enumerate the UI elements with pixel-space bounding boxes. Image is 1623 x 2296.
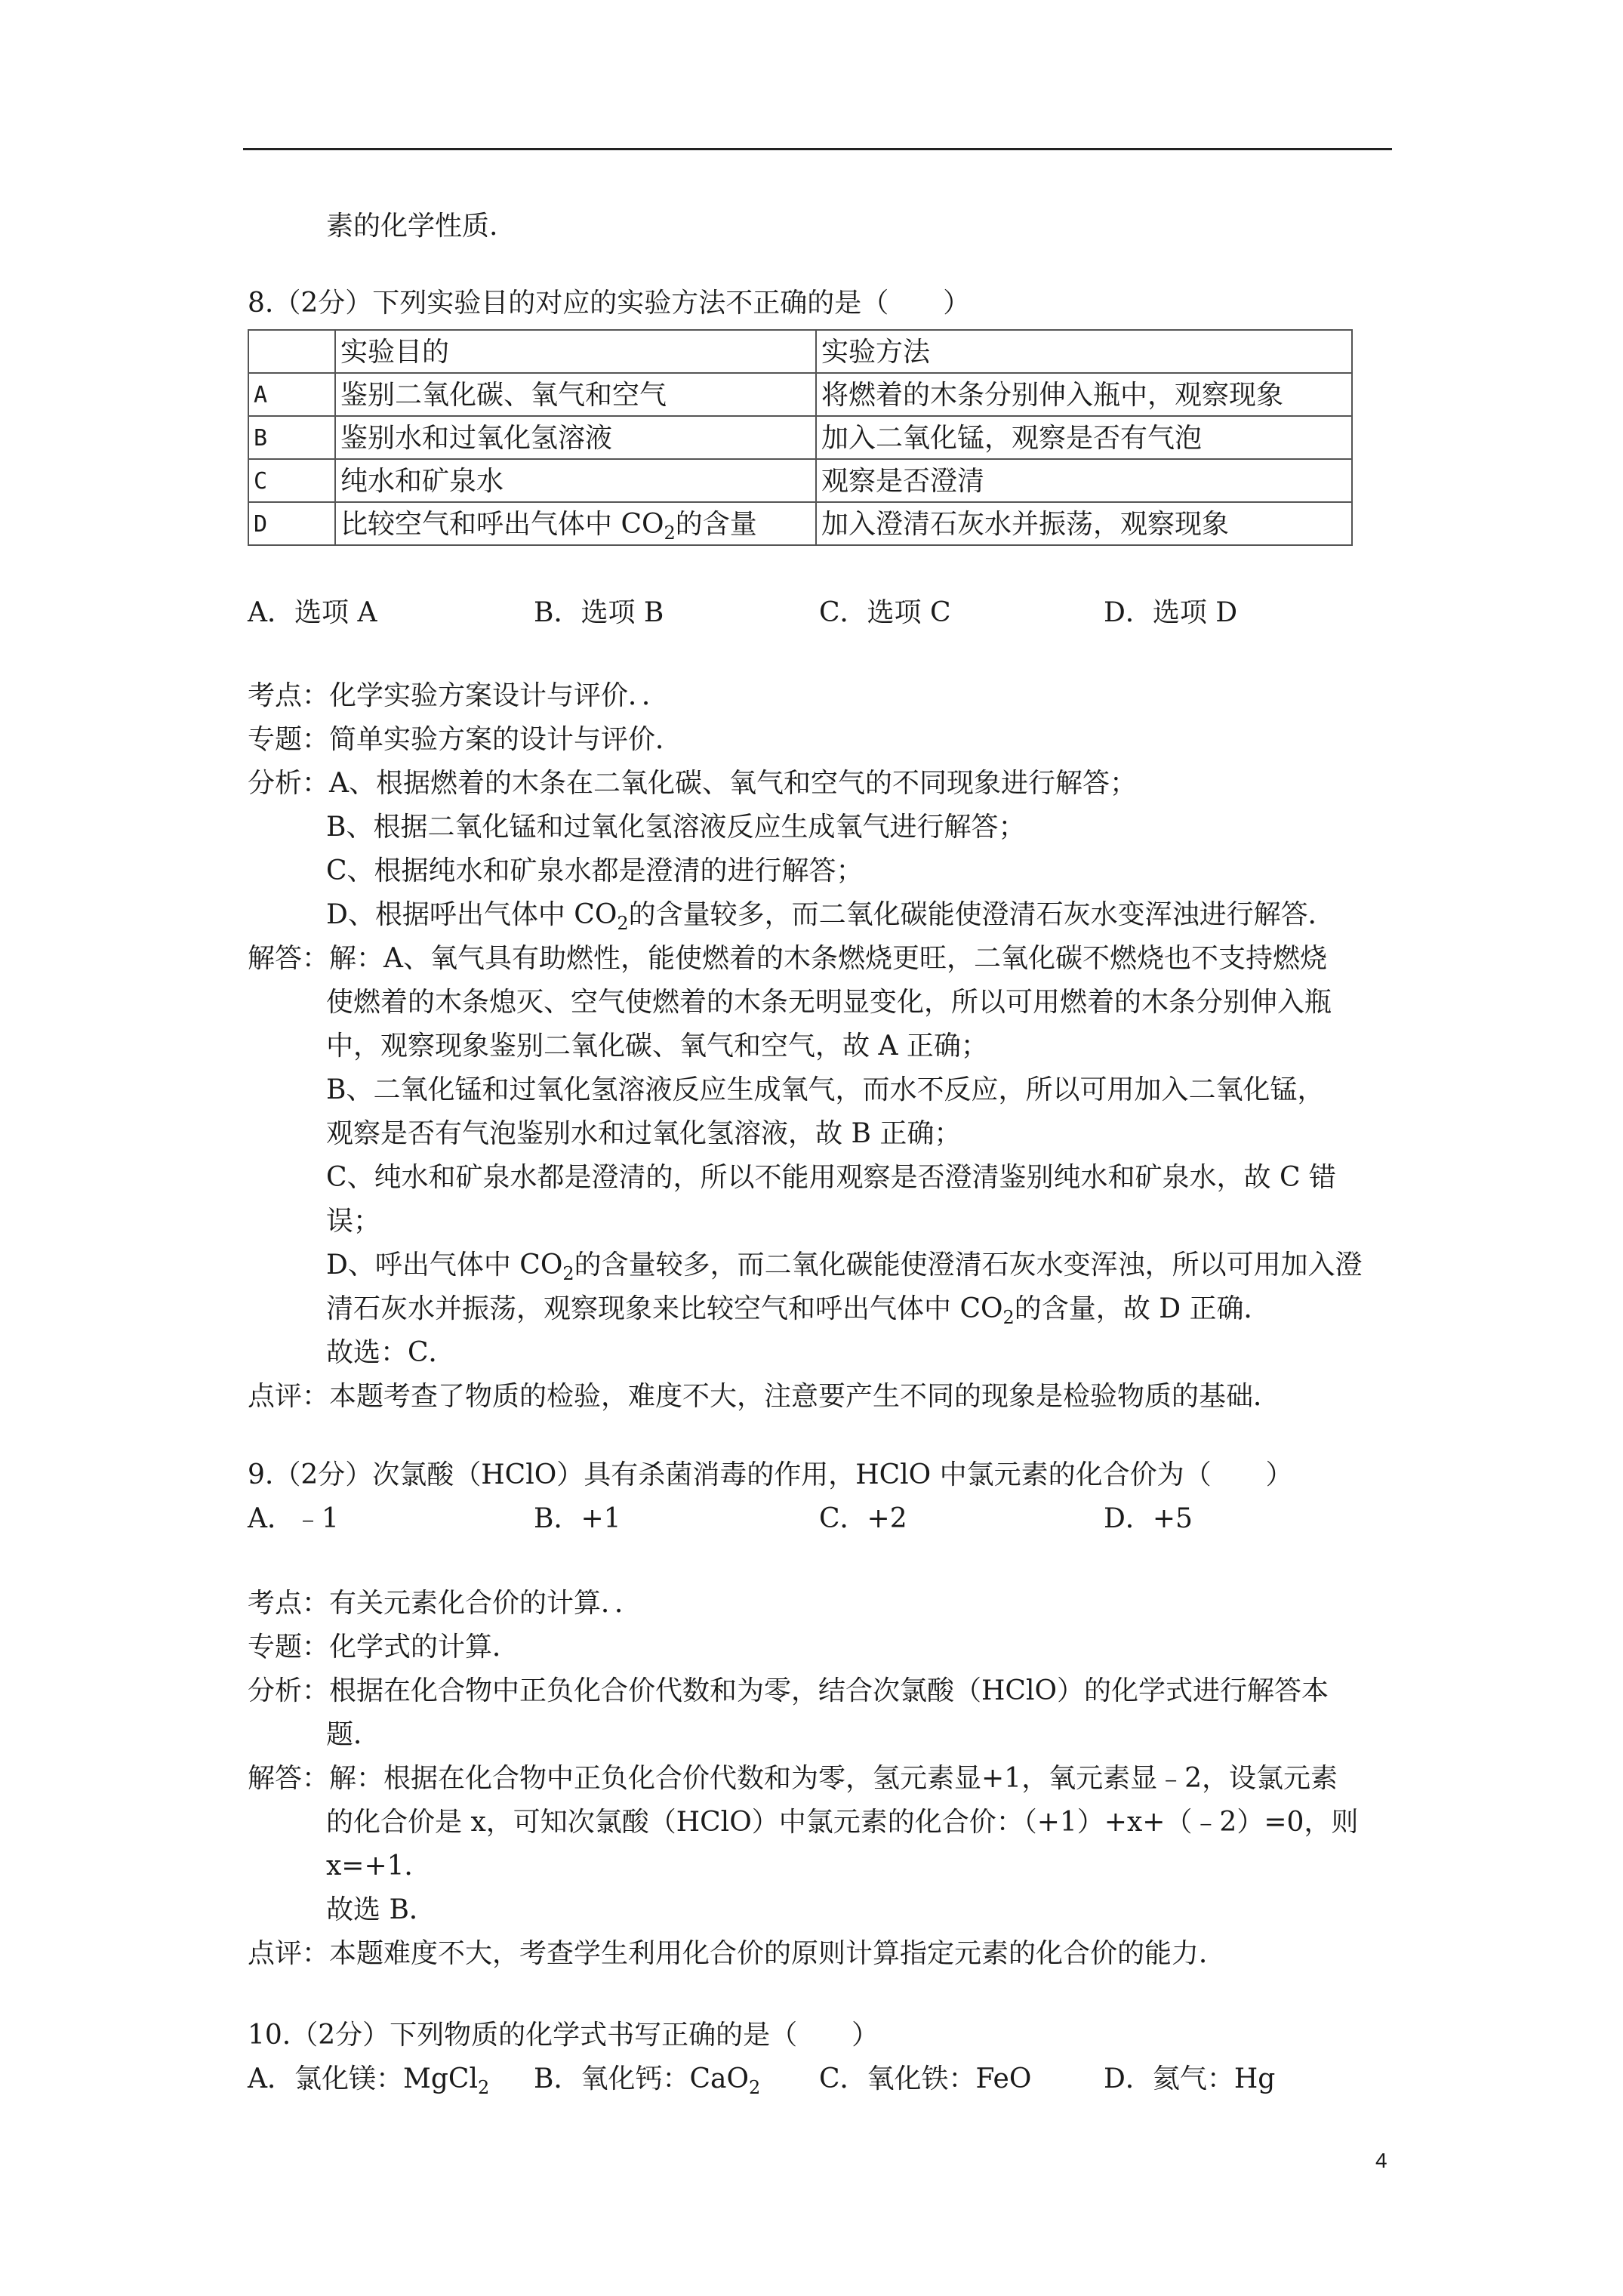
table-header-cell: 实验目的	[335, 330, 816, 373]
row-purpose: 纯水和矿泉水	[335, 459, 816, 502]
q9-option-c: C．+2	[819, 1503, 907, 1534]
header-rule	[243, 148, 1392, 150]
table-header-cell	[248, 330, 335, 373]
row-method: 加入澄清石灰水并振荡，观察现象	[816, 502, 1352, 545]
q8-option-c: C．选项 C	[819, 597, 951, 628]
q8-jieda-line: 解答：解：A、氧气具有助燃性，能使燃着的木条燃烧更旺，二氧化碳不燃烧也不支持燃烧	[248, 943, 1327, 974]
q9-jieda-line: 的化合价是 x，可知次氯酸（HClO）中氯元素的化合价：（+1）+x+（﹣2）=0，则	[326, 1807, 1359, 1838]
text: B．氧化钙：CaO	[534, 2063, 749, 2094]
text: 的含量较多，而二氧化碳能使澄清石灰水变浑浊，所以可用加入澄	[574, 1250, 1363, 1281]
row-purpose	[335, 502, 816, 545]
text: 清石灰水并振荡，观察现象来比较空气和呼出气体中 CO	[326, 1293, 1003, 1324]
table-header-row	[248, 330, 1352, 373]
q10-option-b	[534, 2061, 760, 2097]
row-purpose: 鉴别水和过氧化氢溶液	[335, 416, 816, 459]
q9-fenxi-line: 分析：根据在化合物中正负化合价代数和为零，结合次氯酸（HClO）的化学式进行解答本	[248, 1675, 1329, 1706]
top-fragment: 素的化学性质.	[326, 211, 498, 242]
q8-jieda-line: 误；	[326, 1206, 381, 1237]
text: 的含量较多，而二氧化碳能使澄清石灰水变浑浊进行解答．	[628, 899, 1335, 930]
q9-jieda-line: x=+1．	[326, 1851, 432, 1881]
page-number: 4	[1375, 2149, 1387, 2172]
q8-dianping: 点评：本题考查了物质的检验，难度不大，注意要产生不同的现象是检验物质的基础．	[248, 1381, 1281, 1412]
q8-jieda-line	[326, 1247, 1363, 1284]
row-purpose: 鉴别二氧化碳、氧气和空气	[335, 373, 816, 416]
text: 的含量，故 D 正确．	[1014, 1293, 1271, 1324]
q8-option-d: D．选项 D	[1104, 597, 1238, 628]
q8-jieda-line	[326, 1291, 1271, 1327]
q10-stem: 10.（2分）下列物质的化学式书写正确的是（ ）	[248, 2020, 879, 2051]
subscript: 2	[562, 1263, 574, 1284]
q8-fenxi-line: B、根据二氧化锰和过氧化氢溶液反应生成氧气进行解答；	[326, 812, 1026, 843]
subscript: 2	[477, 2077, 490, 2098]
row-label: A	[248, 373, 335, 416]
q8-zhuanti: 专题：简单实验方案的设计与评价．	[248, 724, 683, 755]
table-row	[248, 502, 1352, 545]
q8-jieda-line: 使燃着的木条熄灭、空气使燃着的木条无明显变化，所以可用燃着的木条分别伸入瓶	[326, 987, 1332, 1018]
q10-option-a	[248, 2061, 489, 2097]
q8-option-b: B．选项 B	[534, 597, 664, 628]
q10-option-c: C．氧化铁：FeO	[819, 2063, 1032, 2094]
subscript: 2	[617, 913, 629, 934]
table-header-cell: 实验方法	[816, 330, 1352, 373]
text: A．氯化镁：MgCl	[248, 2063, 478, 2094]
q8-fenxi-line	[326, 897, 1335, 933]
purpose-text: 的含量	[675, 508, 757, 540]
q9-dianping: 点评：本题难度不大，考查学生利用化合价的原则计算指定元素的化合价的能力．	[248, 1938, 1227, 1969]
subscript: 2	[748, 2077, 761, 2098]
text: D、呼出气体中 CO	[326, 1250, 563, 1281]
q8-stem: 8.（2分）下列实验目的对应的实验方法不正确的是（ ）	[248, 288, 971, 319]
q8-jieda-line: 中，观察现象鉴别二氧化碳、氧气和空气，故 A 正确；	[326, 1031, 988, 1062]
q8-fenxi-line: C、根据纯水和矿泉水都是澄清的进行解答；	[326, 855, 864, 886]
q8-jieda-line: B、二氧化锰和过氧化氢溶液反应生成氧气，而水不反应，所以可用加入二氧化锰，	[326, 1074, 1325, 1105]
q8-fenxi-line: 分析：A、根据燃着的木条在二氧化碳、氧气和空气的不同现象进行解答；	[248, 768, 1137, 799]
q9-option-b: B．+1	[534, 1503, 621, 1534]
q8-jieda-line: C、纯水和矿泉水都是澄清的，所以不能用观察是否澄清鉴别纯水和矿泉水，故 C 错	[326, 1162, 1336, 1193]
row-label: B	[248, 416, 335, 459]
q10-option-d: D．氦气：Hg	[1104, 2063, 1276, 2094]
table-row	[248, 459, 1352, 502]
q8-jieda-line: 观察是否有气泡鉴别水和过氧化氢溶液，故 B 正确；	[326, 1118, 962, 1149]
row-method: 观察是否澄清	[816, 459, 1352, 502]
q8-table	[248, 329, 1353, 546]
row-label: D	[248, 502, 335, 545]
subscript: 2	[1002, 1307, 1015, 1328]
table-row	[248, 416, 1352, 459]
q8-option-a: A．选项 A	[248, 597, 377, 628]
row-method: 加入二氧化锰，观察是否有气泡	[816, 416, 1352, 459]
q9-jieda-line: 故选 B．	[326, 1894, 436, 1925]
q9-fenxi-line: 题．	[326, 1719, 381, 1750]
subscript: 2	[664, 522, 676, 544]
q8-kaodian: 考点：化学实验方案设计与评价．．	[248, 680, 670, 711]
q9-zhuanti: 专题：化学式的计算．	[248, 1632, 520, 1663]
row-label: C	[248, 459, 335, 502]
q9-option-d: D．+5	[1104, 1503, 1193, 1534]
q9-jieda-line: 解答：解：根据在化合物中正负化合价代数和为零，氢元素显+1，氧元素显﹣2，设氯元素	[248, 1763, 1338, 1794]
q9-kaodian: 考点：有关元素化合价的计算．．	[248, 1588, 642, 1619]
q9-option-a: A．﹣1	[248, 1503, 339, 1534]
purpose-text: 比较空气和呼出气体中 CO	[340, 508, 664, 540]
q9-stem: 9.（2分）次氯酸（HClO）具有杀菌消毒的作用，HClO 中氯元素的化合价为（ ）	[248, 1459, 1293, 1490]
row-method: 将燃着的木条分别伸入瓶中，观察现象	[816, 373, 1352, 416]
table-row	[248, 373, 1352, 416]
text: D、根据呼出气体中 CO	[326, 899, 617, 930]
q8-guxuan: 故选：C．	[326, 1337, 456, 1368]
